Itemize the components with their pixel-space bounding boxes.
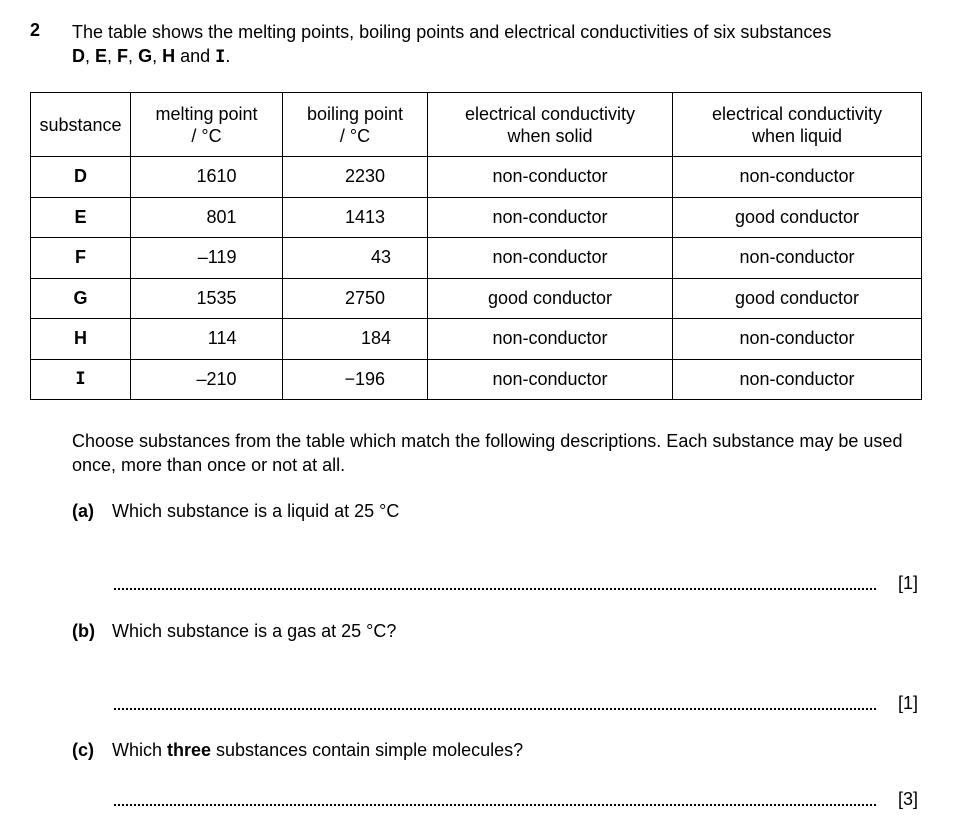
part-c-text-bold: three (167, 740, 212, 760)
cell-value: –119 (197, 247, 237, 268)
header-text: electrical conductivity (464, 103, 636, 124)
part-b-question (72, 621, 396, 642)
conductivity-liquid-cell: good conductor (673, 278, 922, 319)
question-number: 2 (30, 20, 41, 40)
intro-substance-g: G (138, 46, 153, 66)
substance-cell: D (31, 157, 131, 198)
conductivity-solid-cell: non-conductor (428, 319, 673, 360)
intro-substance-d: D (72, 46, 85, 66)
substance-cell: H (31, 319, 131, 360)
table-row (31, 197, 922, 238)
header-text: electrical conductivity (711, 103, 883, 124)
melting-point-cell (131, 197, 283, 238)
cell-value: 43 (370, 247, 391, 268)
cell-value: –210 (196, 368, 237, 389)
table-row (31, 278, 922, 319)
conductivity-solid-cell: good conductor (428, 278, 673, 319)
intro-separator: , (107, 46, 118, 66)
conductivity-solid-cell: non-conductor (428, 157, 673, 198)
header-boiling-point (283, 93, 428, 157)
cell-value: 114 (207, 328, 237, 349)
conductivity-liquid-cell: good conductor (673, 197, 922, 238)
melting-point-cell (131, 359, 283, 400)
boiling-point-cell (283, 319, 428, 360)
cell-value: 1413 (344, 206, 385, 227)
cell-value: 1610 (196, 166, 237, 187)
header-text: when solid (507, 125, 593, 146)
cell-value: −196 (344, 368, 385, 389)
substances-table (30, 92, 922, 400)
part-c-label: (c) (72, 740, 94, 760)
header-substance: substance (31, 93, 131, 157)
part-a-label: (a) (72, 501, 94, 521)
header-melting-point (131, 93, 283, 157)
conductivity-liquid-cell: non-conductor (673, 157, 922, 198)
substance-cell: G (31, 278, 131, 319)
substance-cell: E (31, 197, 131, 238)
cell-value: 184 (360, 328, 391, 349)
intro-separator: , (85, 46, 96, 66)
question-intro (72, 20, 932, 69)
intro-text: The table shows the melting points, boiling points and electrical conductivities of six substances (72, 22, 832, 42)
cell-value: 1535 (196, 287, 237, 308)
header-text: melting point (155, 103, 258, 124)
intro-separator: , (128, 46, 139, 66)
part-c-text: Which (112, 740, 168, 760)
conductivity-solid-cell: non-conductor (428, 359, 673, 400)
intro-substance-e: E (95, 46, 108, 66)
boiling-point-cell (283, 238, 428, 279)
part-b-answer-line[interactable] (114, 706, 876, 710)
table-row (31, 319, 922, 360)
boiling-point-cell (283, 359, 428, 400)
header-unit: / °C (191, 125, 222, 146)
part-c-answer-line[interactable] (114, 802, 876, 806)
intro-end: . (225, 46, 231, 66)
melting-point-cell (131, 319, 283, 360)
header-text: when liquid (751, 125, 843, 146)
substance-cell: I (31, 359, 131, 400)
intro-substance-f: F (117, 46, 129, 66)
header-conductivity-solid (428, 93, 673, 157)
header-conductivity-liquid (673, 93, 922, 157)
conductivity-liquid-cell: non-conductor (673, 359, 922, 400)
table-row (31, 238, 922, 279)
cell-value: 2750 (344, 287, 385, 308)
part-a-answer-line[interactable] (114, 586, 876, 590)
boiling-point-cell (283, 278, 428, 319)
intro-substance-i: I (215, 47, 226, 67)
table-header-row (31, 93, 922, 157)
part-b-text: Which substance is a gas at 25 °C? (112, 621, 397, 641)
table-row (31, 157, 922, 198)
header-text: boiling point (306, 103, 404, 124)
cell-value: 2230 (344, 166, 385, 187)
conductivity-solid-cell: non-conductor (428, 238, 673, 279)
melting-point-cell (131, 238, 283, 279)
cell-value: 801 (206, 206, 237, 227)
melting-point-cell (131, 278, 283, 319)
substance-cell: F (31, 238, 131, 279)
part-b-marks: [1] (898, 693, 919, 713)
melting-point-cell (131, 157, 283, 198)
conductivity-solid-cell: non-conductor (428, 197, 673, 238)
part-c-question (72, 740, 523, 761)
part-c-marks: [3] (898, 789, 919, 809)
boiling-point-cell (283, 197, 428, 238)
conductivity-liquid-cell: non-conductor (673, 238, 922, 279)
intro-substance-h: H (162, 46, 176, 66)
boiling-point-cell (283, 157, 428, 198)
header-unit: / °C (339, 125, 371, 146)
part-c-text: substances contain simple molecules? (211, 740, 524, 760)
part-a-text: Which substance is a liquid at 25 °C (112, 501, 400, 521)
table-row (31, 359, 922, 400)
intro-and: and (175, 46, 216, 66)
instructions-text: Choose substances from the table which match the following descriptions. Each substance may be used once, more than once or not at all. (72, 431, 903, 475)
intro-separator: , (152, 46, 163, 66)
conductivity-liquid-cell: non-conductor (673, 319, 922, 360)
part-a-question (72, 501, 399, 522)
part-a-marks: [1] (898, 573, 919, 593)
part-b-label: (b) (72, 621, 95, 641)
